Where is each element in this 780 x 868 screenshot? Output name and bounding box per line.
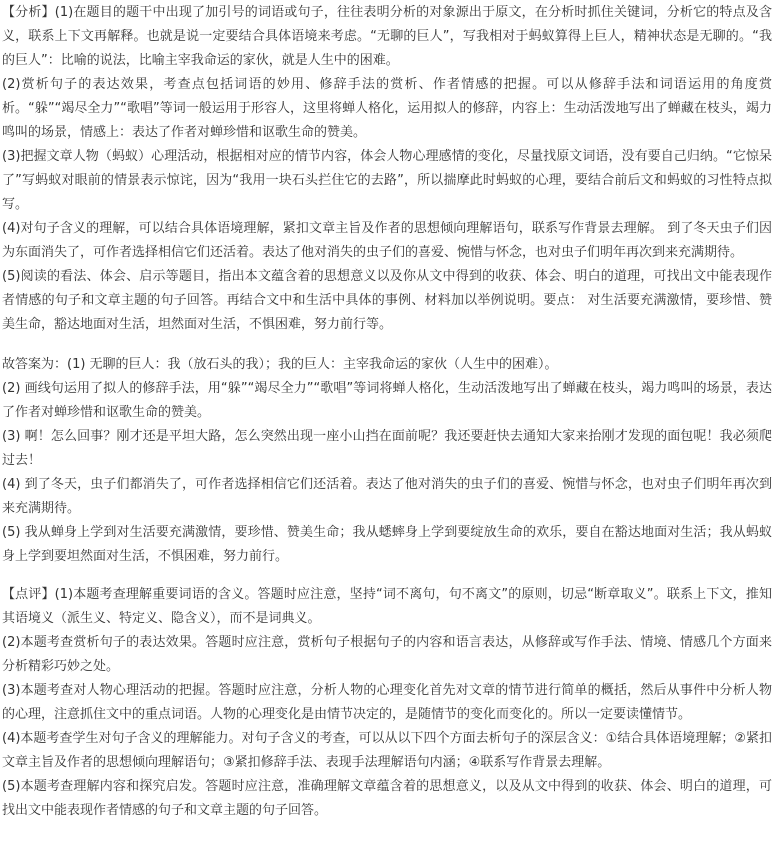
answer-paragraph-4: (4) 到了冬天，虫子们都消失了，可作者选择相信它们还活着。表达了他对消失的虫子们的喜爱、惋惜与怀念，也对虫子们明年再次到来充满期待。 (2, 477, 772, 516)
comment-section (2, 583, 772, 823)
comment-paragraph-4: (4)本题考查学生对句子含义的理解能力。对句子含义的考查，可以从以下四个方面去析句子的深层含义：①结合具体语境理解；②紧扣文章主旨及作者的思想倾向理解语句；③紧扣修辞手法、表现手法理解语句内涵；④联系写作背景去理解。 (2, 731, 772, 770)
comment-paragraph-5: (5)本题考查理解内容和探究启发。答题时应注意，准确理解文章蕴含着的思想意义，以及从文中得到的收获、体会、明白的道理，可找出文中能表现作者情感的句子和文章主题的句子回答。 (2, 779, 772, 818)
analysis-section (2, 1, 772, 337)
answer-paragraph-2: (2) 画线句运用了拟人的修辞手法，用“躲”“竭尽全力”“歌唱”等词将蝉人格化，生动活泼地写出了蝉藏在枝头，竭力鸣叫的场景，表达了作者对蝉珍惜和讴歌生命的赞美。 (2, 381, 772, 420)
answer-section (2, 353, 772, 569)
analysis-paragraph-4: (4)对句子含义的理解，可以结合具体语境理解，紧扣文章主旨及作者的思想倾向理解语句，联系写作背景去理解。 到了冬天虫子们因为东面消失了，可作者选择相信它们还活着。表达了他对消失的虫子们的喜爱、惋惜与怀念，也对虫子们明年再次到来充满期待。 (2, 221, 772, 260)
answer-paragraph-3: (3) 啊！怎么回事？刚才还是平坦大路，怎么突然出现一座小山挡在面前呢？我还要赶快去通知大家来抬刚才发现的面包呢！我必须爬过去！ (2, 429, 772, 468)
analysis-paragraph-3: (3)把握文章人物（蚂蚁）心理活动，根据相对应的情节内容，体会人物心理感情的变化，尽量找原文词语，没有要自己归纳。“它惊呆了”写蚂蚁对眼前的情景表示惊诧，因为“我用一块石头拦住它的去路”，所以揣摩此时蚂蚁的心理，要结合前后文和蚂蚁的习性特点拟写。 (2, 149, 772, 212)
section-spacer (2, 337, 772, 353)
comment-paragraph-2: (2)本题考查赏析句子的表达效果。答题时应注意，赏析句子根据句子的内容和语言表达，从修辞或写作手法、情境、情感几个方面来分析精彩巧妙之处。 (2, 635, 772, 674)
analysis-paragraph-2: (2)赏析句子的表达效果，考查点包括词语的妙用、修辞手法的赏析、作者情感的把握。可以从修辞手法和词语运用的角度赏析。“躲”“竭尽全力”“歌唱”等词一般运用于形容人，这里将蝉人格化，运用拟人的修辞，内容上：生动活泼地写出了蝉藏在枝头，竭力鸣叫的场景，情感上：表达了作者对蝉珍惜和讴歌生命的赞美。 (2, 77, 772, 140)
answer-paragraph-1: 故答案为：(1) 无聊的巨人：我（放石头的我）；我的巨人：主宰我命运的家伙（人生中的困难）。 (2, 357, 558, 372)
comment-paragraph-3: (3)本题考查对人物心理活动的把握。答题时应注意，分析人物的心理变化首先对文章的情节进行简单的概括，然后从事件中分析人物的心理，注意抓住文中的重点词语。人物的心理变化是由情节决定的，是随情节的变化而变化的。所以一定要读懂情节。 (2, 683, 772, 722)
comment-paragraph-1: 【点评】(1)本题考查理解重要词语的含义。答题时应注意，坚持“词不离句，句不离文”的原则，切忌“断章取义”。联系上下文，推知其语境义（派生义、特定义、隐含义），而不是词典义。 (2, 587, 772, 626)
section-spacer (2, 569, 772, 583)
analysis-paragraph-5: (5)阅读的看法、体会、启示等题目，指出本文蕴含着的思想意义以及你从文中得到的收获、体会、明白的道理，可找出文中能表现作者情感的句子和文章主题的句子回答。再结合文中和生活中具体的事例、材料加以举例说明。要点： 对生活要充满激情，要珍惜、赞美生命，豁达地面对生活，坦然面对生活，不惧困难，努力前行等。 (2, 269, 772, 332)
answer-paragraph-5: (5) 我从蝉身上学到对生活要充满激情，要珍惜、赞美生命；我从蟋蟀身上学到要绽放生命的欢乐，要自在豁达地面对生活；我从蚂蚁身上学到要坦然面对生活，不惧困难，努力前行。 (2, 525, 772, 564)
analysis-paragraph-1: 【分析】(1)在题目的题干中出现了加引号的词语或句子，往往表明分析的对象源出于原文，在分析时抓住关键词，分析它的特点及含义，联系上下文再解释。也就是说一定要结合具体语境来考虑。“无聊的巨人”，写我相对于蚂蚁算得上巨人，精神状态是无聊的。“我的巨人”：比喻的说法，比喻主宰我命运的家伙，就是人生中的困难。 (2, 5, 772, 68)
